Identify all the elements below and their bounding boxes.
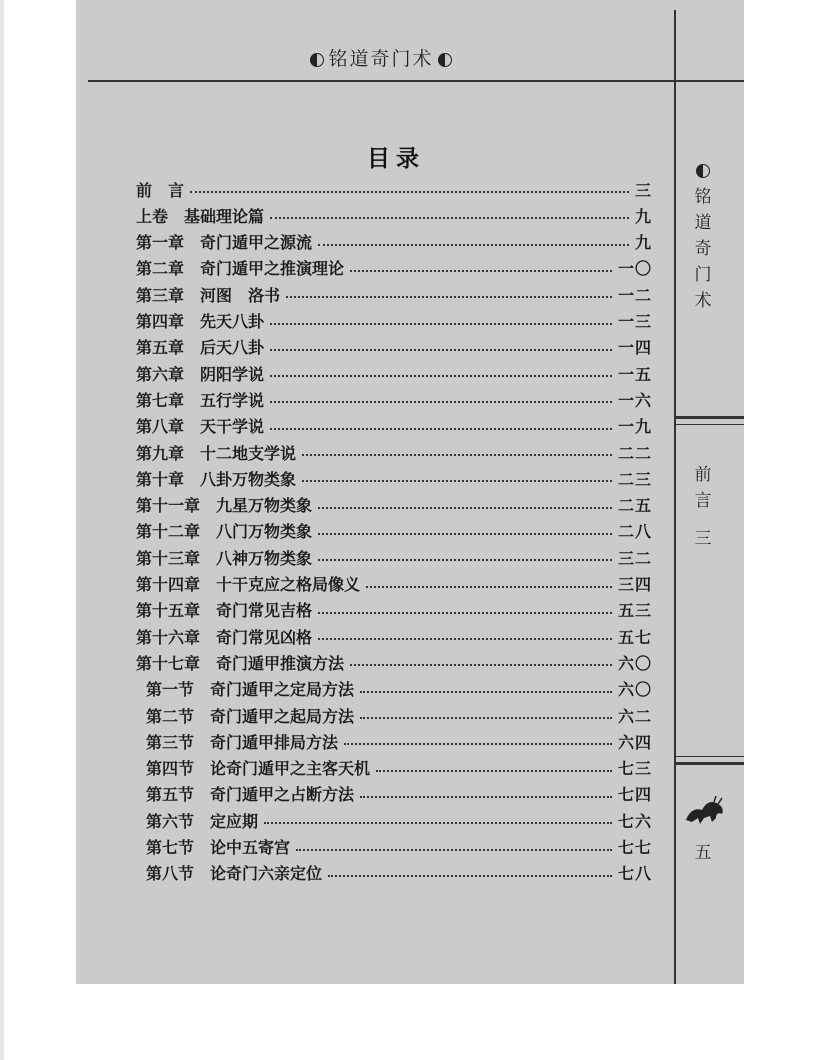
toc-entry-page: 五七 xyxy=(617,627,652,647)
qilin-emblem-icon xyxy=(682,796,726,826)
toc-leader-dots xyxy=(270,401,612,403)
toc-entry xyxy=(146,676,652,702)
toc-entry-page: 六二 xyxy=(617,706,652,726)
margin-section xyxy=(688,462,718,552)
toc-entry xyxy=(136,386,652,412)
toc-entry xyxy=(136,229,652,255)
toc-entry xyxy=(136,544,652,570)
toc-leader-dots xyxy=(302,454,612,456)
toc-entry-label: 第五节 奇门遁甲之占断方法 xyxy=(146,785,355,805)
toc-entry xyxy=(136,649,652,675)
running-header xyxy=(76,44,686,71)
toc-leader-dots xyxy=(296,849,612,851)
toc-leader-dots xyxy=(270,217,629,219)
toc-entry-label: 第二章 奇门遁甲之推演理论 xyxy=(136,259,345,279)
toc-entry xyxy=(146,702,652,728)
toc-entry-label: 第十七章 奇门遁甲推演方法 xyxy=(136,653,345,673)
toc-entry-label: 第四章 先天八卦 xyxy=(136,312,265,331)
toc-entry-label: 第十三章 八神万物类象 xyxy=(136,548,313,568)
toc-leader-dots xyxy=(270,323,612,325)
toc-entry xyxy=(136,597,652,623)
toc-entry-label: 第三节 奇门遁甲排局方法 xyxy=(146,732,339,752)
toc-leader-dots xyxy=(318,612,612,614)
toc-entry-page: 六〇 xyxy=(617,680,652,700)
toc-entry-label: 第一章 奇门遁甲之源流 xyxy=(136,233,313,253)
toc-entry xyxy=(146,834,652,860)
toc-leader-dots xyxy=(270,375,612,377)
toc-leader-dots xyxy=(318,533,612,535)
toc-entry-label: 第二节 奇门遁甲之起局方法 xyxy=(146,706,355,726)
toc-entry-page: 六〇 xyxy=(617,653,652,673)
toc-title: 目录 xyxy=(367,145,425,172)
toc-entry xyxy=(136,255,652,281)
toc-entry-page: 一六 xyxy=(617,390,652,410)
header-title: 铭道奇门术 xyxy=(328,48,434,70)
toc-leader-dots xyxy=(302,480,612,482)
toc-leader-dots xyxy=(366,586,612,588)
toc-entry-page: 一三 xyxy=(617,312,652,331)
toc-entry-page: 七三 xyxy=(617,759,652,779)
toc-entry xyxy=(136,176,652,202)
toc-leader-dots xyxy=(360,796,612,798)
toc-entry-label: 第八章 天干学说 xyxy=(136,417,265,437)
viewer-left-edge xyxy=(0,0,4,1060)
margin-section-text: 前 言 xyxy=(694,465,712,511)
toc-entry-page: 二五 xyxy=(617,496,652,516)
toc-entry-label: 第十章 八卦万物类象 xyxy=(136,469,297,489)
toc-entry-page: 二三 xyxy=(617,469,652,489)
toc-entry xyxy=(146,781,652,807)
margin-book-title-text: 铭 道 奇 门 术 xyxy=(694,187,712,311)
toc-entry-page: 九 xyxy=(634,233,652,253)
toc-leader-dots xyxy=(318,507,612,509)
page-number: 五 xyxy=(694,843,712,863)
margin-section-page: 三 xyxy=(694,529,712,549)
toc-entry-label: 第十二章 八门万物类象 xyxy=(136,522,313,542)
toc-entry-label: 第六章 阴阳学说 xyxy=(136,364,265,384)
toc-entry-page: 七八 xyxy=(617,864,652,884)
toc-leader-dots xyxy=(190,191,629,193)
header-rule xyxy=(88,80,674,82)
toc-entry xyxy=(136,492,652,518)
toc-entry xyxy=(136,413,652,439)
toc-entry-page: 三二 xyxy=(617,548,652,568)
taiji-icon xyxy=(438,53,452,67)
margin-rule xyxy=(676,756,744,757)
toc-entry xyxy=(136,360,652,386)
toc-entry xyxy=(136,281,652,307)
toc-leader-dots xyxy=(286,296,612,298)
toc-entry xyxy=(146,807,652,833)
toc-entry-page: 一九 xyxy=(617,417,652,437)
toc-entry xyxy=(146,860,652,886)
toc-entry-page: 三四 xyxy=(617,575,652,594)
toc-entry-label: 第五章 后天八卦 xyxy=(136,338,265,358)
toc-leader-dots xyxy=(360,717,612,719)
toc-entry-page: 二二 xyxy=(617,443,652,463)
toc-leader-dots xyxy=(318,638,612,640)
toc-entry-page: 六四 xyxy=(617,732,652,752)
toc-entry-page: 二八 xyxy=(617,522,652,542)
toc-entry-label: 第七章 五行学说 xyxy=(136,390,265,410)
toc-entry-label: 上卷 基础理论篇 xyxy=(136,206,265,226)
taiji-icon xyxy=(310,53,324,67)
toc-entry-page: 三 xyxy=(634,180,652,200)
margin-book-title xyxy=(688,158,718,314)
toc-entry-page: 一二 xyxy=(617,285,652,305)
toc-entry-label: 第十一章 九星万物类象 xyxy=(136,496,313,516)
toc-leader-dots xyxy=(270,349,612,351)
toc-entry-label: 第一节 奇门遁甲之定局方法 xyxy=(146,680,355,700)
toc-leader-dots xyxy=(318,559,612,561)
toc-leader-dots xyxy=(270,428,612,430)
toc-entry-label: 第十六章 奇门常见凶格 xyxy=(136,627,313,647)
toc-entry-label: 第十四章 十干克应之格局像义 xyxy=(136,575,361,594)
toc-leader-dots xyxy=(360,691,612,693)
book-page xyxy=(76,0,744,984)
toc-entry xyxy=(136,623,652,649)
toc-leader-dots xyxy=(328,875,612,877)
toc-leader-dots xyxy=(264,822,612,824)
toc-leader-dots xyxy=(350,270,612,272)
toc-entry xyxy=(136,571,652,597)
margin-rule xyxy=(676,424,744,425)
toc-entry xyxy=(136,202,652,228)
toc-entry-page: 九 xyxy=(634,206,652,226)
toc-entry-page: 七七 xyxy=(617,838,652,857)
toc-entry xyxy=(146,728,652,754)
toc-entry-page: 一〇 xyxy=(617,259,652,279)
toc-entry xyxy=(146,755,652,781)
margin-rule xyxy=(676,80,744,82)
toc-entry xyxy=(136,334,652,360)
toc-leader-dots xyxy=(350,664,612,666)
right-margin xyxy=(676,0,744,984)
toc-entry-label: 第三章 河图 洛书 xyxy=(136,285,281,305)
toc-entry-label: 第八节 论奇门六亲定位 xyxy=(146,864,323,884)
toc-entry-label: 第四节 论奇门遁甲之主客天机 xyxy=(146,759,371,779)
toc-entry-page: 七四 xyxy=(617,785,652,805)
margin-rule xyxy=(676,762,744,765)
toc-entry-label: 前 言 xyxy=(136,180,185,200)
toc-entry-page: 一五 xyxy=(617,364,652,384)
toc-leader-dots xyxy=(376,770,612,772)
toc-entry xyxy=(136,465,652,491)
toc-leader-dots xyxy=(344,743,612,745)
toc-entry-page: 七六 xyxy=(617,811,652,831)
toc-entry-label: 第十五章 奇门常见吉格 xyxy=(136,601,313,621)
margin-rule xyxy=(676,416,744,419)
toc-leader-dots xyxy=(318,244,629,246)
toc-entry-page: 五三 xyxy=(617,601,652,621)
toc-entry xyxy=(136,308,652,334)
toc-entry-label: 第七节 论中五寄宫 xyxy=(146,838,291,857)
toc-entry xyxy=(136,518,652,544)
toc-entry-label: 第九章 十二地支学说 xyxy=(136,443,297,463)
toc-entry-page: 一四 xyxy=(617,338,652,358)
taiji-icon xyxy=(696,164,710,178)
toc-entry-label: 第六节 定应期 xyxy=(146,811,259,831)
toc-entry xyxy=(136,439,652,465)
